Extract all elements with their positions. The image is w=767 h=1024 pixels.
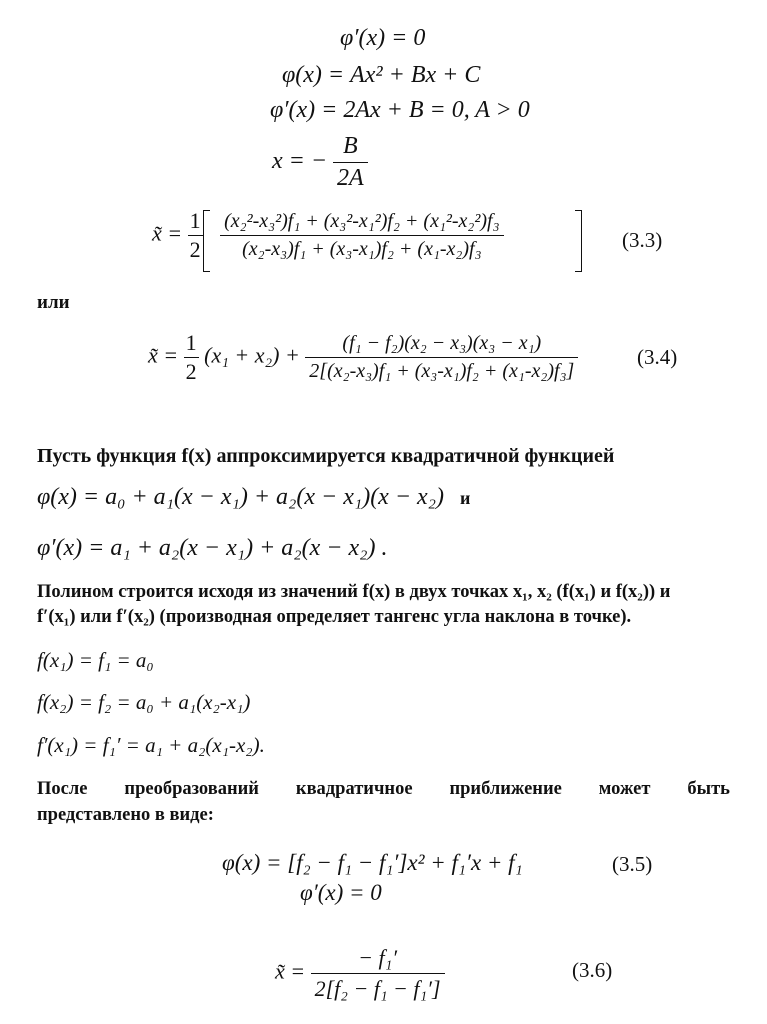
eq-3-3-lhs: x̃ = — [152, 220, 183, 246]
phi-prime-approx: φ′(x) = a₁ + a₂(x − x₁) + a₂(x − x₂) . — [37, 535, 388, 561]
eq-3-4-mid: (x₁ + x₂) + — [204, 342, 300, 368]
phi-quadratic: φ(x) = Ax² + Bx + C — [282, 62, 481, 88]
eq-3-6-fraction — [311, 945, 445, 1002]
phi-prime-linear: φ′(x) = 2Ax + B = 0, A > 0 — [270, 97, 530, 123]
eq-f-x1: f(x₁) = f₁ = a₀ — [37, 648, 154, 672]
x-vertex-fraction — [333, 133, 368, 192]
x-vertex-num: B — [333, 133, 368, 163]
eq-f-x2: f(x₂) = f₂ = a₀ + a₁(x₂-x₁) — [37, 690, 251, 714]
eq-3-3-num: (x₂²-x₃²)f₁ + (x₃²-x₁²)f₂ + (x₁²-x₂²)f₃ — [220, 210, 503, 236]
eq-3-3-half-num: 1 — [188, 208, 203, 236]
eq-3-6 — [275, 945, 445, 1002]
x-vertex-lhs: x = − — [272, 148, 328, 175]
eq-3-4-den: 2[(x₂-x₃)f₁ + (x₃-x₁)f₂ + (x₁-x₂)f₃] — [309, 360, 575, 382]
eq-fprime-x1: f′(x₁) = f₁′ = a₁ + a₂(x₁-x₂). — [37, 733, 265, 757]
eq-3-5-label: (3.5) — [612, 852, 653, 876]
eq-3-6-num: − f₁′ — [311, 945, 445, 974]
eq-3-5: φ(x) = [f₂ − f₁ − f₁′]x² + f₁′x + f₁ — [222, 850, 523, 875]
eq-3-5-derivative-zero: φ′(x) = 0 — [300, 880, 382, 905]
eq-3-4-half — [184, 330, 199, 385]
x-vertex-formula — [272, 133, 368, 192]
eq-3-4-half-num: 1 — [184, 330, 199, 358]
phi-approx — [37, 484, 470, 511]
eq-3-4 — [148, 330, 578, 385]
eq-3-4-lhs: x̃ = — [148, 342, 179, 368]
para-after-transform-l1 — [37, 779, 730, 800]
para3-word-5: может — [598, 779, 651, 799]
eq-3-4-label: (3.4) — [637, 345, 678, 369]
para3-word-1: После — [37, 779, 88, 799]
eq-3-6-lhs: x̃ = — [275, 958, 306, 984]
eq-3-6-label: (3.6) — [572, 958, 613, 982]
eq-3-3-label: (3.3) — [622, 228, 663, 252]
eq-3-3-den: (x₂-x₃)f₁ + (x₃-x₁)f₂ + (x₁-x₂)f₃ — [242, 238, 482, 260]
para-polynomial-l1: Полином строится исходя из значений f(x) в двух точках x₁, x₂ (f(x₁) и f(x₂)) и — [37, 582, 671, 602]
para-approx-intro: Пусть функция f(x) аппроксимируется квадратичной функцией — [37, 445, 615, 467]
para3-word-2: преобразований — [124, 779, 259, 799]
or-word: или — [37, 292, 70, 313]
eq-3-4-half-den: 2 — [185, 359, 197, 384]
eq-3-4-fraction — [305, 332, 578, 383]
x-vertex-den: 2A — [337, 165, 364, 191]
eq-3-3-half — [188, 208, 203, 263]
eq-3-3-bracket-right — [575, 210, 582, 272]
phi-approx-and: и — [460, 488, 471, 508]
eq-3-3-fraction — [220, 210, 503, 261]
para-polynomial-l2: f′(x₁) или f′(x₂) (производная определяет тангенс угла наклона в точке). — [37, 607, 632, 627]
phi-prime-zero: φ′(x) = 0 — [340, 25, 426, 51]
para3-word-6: быть — [687, 779, 730, 799]
eq-3-3-half-den: 2 — [189, 237, 201, 262]
para3-word-3: квадратичное — [295, 779, 413, 799]
eq-3-3-bracket-left — [203, 210, 210, 272]
para3-word-4: приближение — [449, 779, 562, 799]
eq-3-4-num: (f₁ − f₂)(x₂ − x₃)(x₃ − x₁) — [305, 332, 578, 358]
para-after-transform-l2: представлено в виде: — [37, 805, 214, 825]
eq-3-6-den: 2[f₂ − f₁ − f₁′] — [314, 976, 441, 1001]
phi-approx-formula: φ(x) = a₀ + a₁(x − x₁) + a₂(x − x₁)(x − x₂) — [37, 484, 445, 510]
